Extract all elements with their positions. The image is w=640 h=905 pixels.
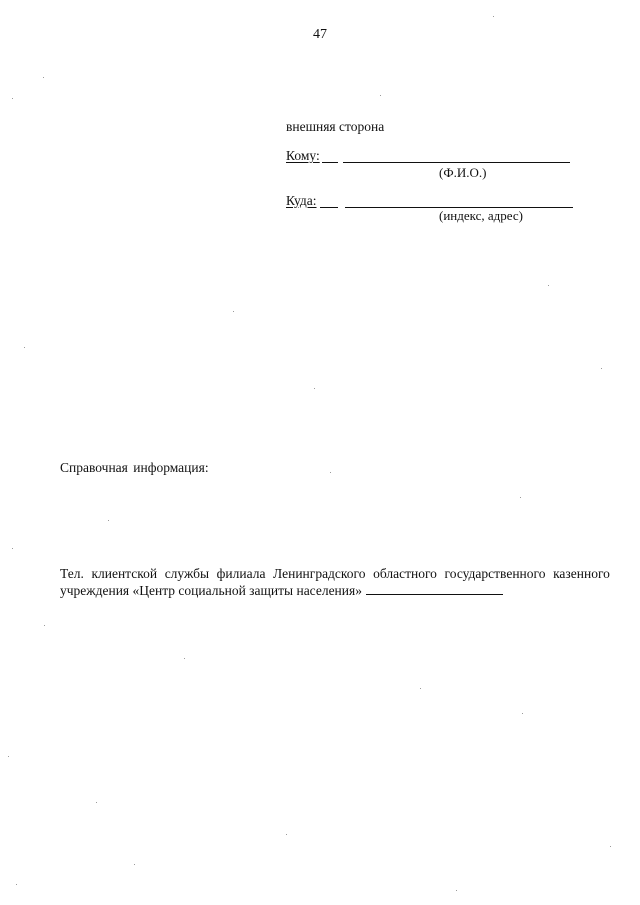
phone-word: филиала — [216, 566, 266, 581]
scan-speck — [43, 77, 44, 78]
where-label-underline-tail — [320, 207, 338, 208]
to-label: Кому: — [286, 148, 320, 163]
scan-speck — [184, 658, 185, 659]
reference-heading: Справочная информация: — [60, 460, 209, 475]
where-hint: (индекс, адрес) — [439, 208, 523, 223]
phone-word: службы — [164, 566, 210, 581]
scan-speck — [233, 311, 234, 312]
phone-word: Ленинградского — [273, 566, 366, 581]
scan-speck — [286, 834, 287, 835]
to-hint: (Ф.И.О.) — [439, 165, 487, 180]
phone-line-1 — [60, 566, 610, 582]
scan-speck — [380, 95, 381, 96]
to-name-line — [343, 162, 570, 163]
page-number: 47 — [313, 27, 327, 42]
scan-speck — [522, 713, 523, 714]
scan-speck — [493, 16, 494, 17]
scan-speck — [456, 890, 457, 891]
scan-speck — [314, 388, 315, 389]
phone-number-blank — [366, 582, 503, 595]
envelope-side-label: внешняя сторона — [286, 119, 385, 134]
phone-word: областного — [373, 566, 437, 581]
scan-speck — [108, 520, 109, 521]
to-label-underline-tail — [322, 162, 338, 163]
phone-word: Тел. — [60, 566, 84, 581]
scan-speck — [44, 625, 45, 626]
scan-speck — [548, 285, 549, 286]
phone-line-2 — [60, 582, 610, 599]
where-label: Куда: — [286, 193, 317, 208]
scan-speck — [96, 802, 97, 803]
phone-word: государственного — [444, 566, 546, 581]
scan-speck — [12, 98, 13, 99]
institution-name: учреждения «Центр социальной защиты населения» — [60, 583, 362, 598]
scan-speck — [134, 864, 135, 865]
scan-speck — [8, 756, 9, 757]
scan-speck — [16, 884, 17, 885]
scan-speck — [24, 347, 25, 348]
scan-speck — [420, 688, 421, 689]
scan-speck — [12, 548, 13, 549]
scan-speck — [610, 846, 611, 847]
scan-speck — [520, 497, 521, 498]
phone-word: казенного — [553, 566, 610, 581]
scan-speck — [601, 368, 602, 369]
scan-speck — [330, 472, 331, 473]
phone-info — [60, 566, 610, 599]
phone-word: клиентской — [91, 566, 158, 581]
